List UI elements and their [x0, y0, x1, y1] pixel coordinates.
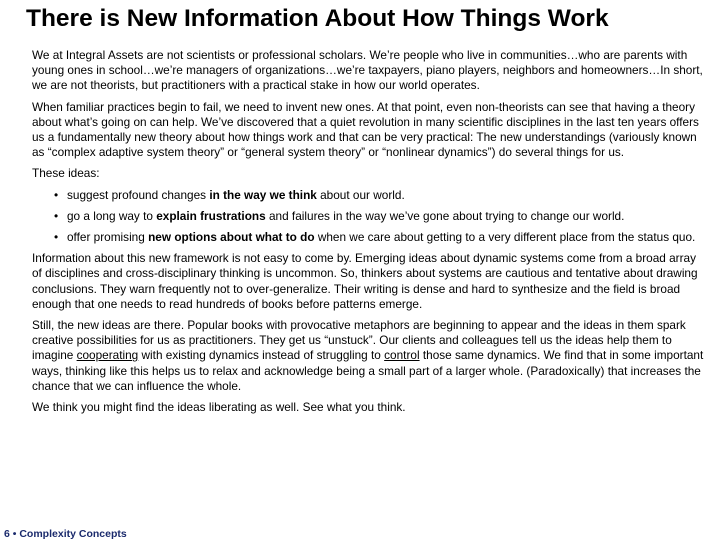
intro-paragraph: We at Integral Assets are not scientists or professional scholars. We’re people who live in communities…who are parents with young ones in school…we’re managers of organizations…we’re taxpayers, piano players, neighbors and homeowners…In short, we are not theorists, but practitioners with a practical stake in how our world operates.: [32, 48, 703, 93]
emphasis-text: explain frustrations: [156, 208, 266, 223]
page-footer: 6 • Complexity Concepts: [4, 528, 127, 540]
list-item: • suggest profound changes in the way we think about our world.: [54, 187, 405, 202]
bullet-icon: •: [54, 187, 59, 202]
emphasis-text: in the way we think: [209, 187, 317, 202]
bullet-icon: •: [54, 208, 59, 223]
ideas-lead-in: These ideas:: [32, 166, 100, 181]
framework-paragraph: Information about this new framework is not easy to come by. Emerging ideas about dynamic systems come from a broad array of disciplines and cross-disciplinary thinking is uncommon. So, thinkers about systems are cautious and tentative about drawing conclusions. They warn frequently not to over-generalize. Their writing is dense and hard to synthesize and the field is broad enough that one needs to read hundreds of books before patterns emerge.: [32, 251, 698, 311]
emphasis-text: new options about what to do: [148, 230, 315, 245]
theory-paragraph: When familiar practices begin to fail, we need to invent new ones. At that point, even non-theorists can see that having a theory about what’s going on can help. We’ve discovered that a quiet revolution in many scientific disciplines in the last ten years offers us a fundamentally new theory about how things work and that can be very practical: The new understandings (variously known as “complex adaptive system theory” or “general system theory” or “nonlinear dynamics”) do several things for us.: [32, 99, 699, 160]
underlined-text: control: [384, 348, 420, 363]
list-item: • go a long way to explain frustrations and failures in the way we’ve gone about trying to change our world.: [54, 208, 625, 223]
body-content: [32, 48, 706, 421]
closing-paragraph: We think you might find the ideas liberating as well. See what you think.: [32, 400, 406, 415]
underlined-text: cooperating: [76, 348, 139, 363]
new-ideas-paragraph: Still, the new ideas are there. Popular books with provocative metaphors are beginning to appear and the ideas in them spark creative possibilities for us as practitioners. They get us “unstuck”. Our clients and colleagues tell us the ideas help them to imagine cooperating with existing dynamics instead of struggling to control those same dynamics. We find that in some important ways, thinking like this helps us to relax and acknowledge being a small part of a larger whole. (Paradoxically) that increases the chance that we can influence the whole.: [32, 318, 704, 393]
ideas-list: [32, 188, 706, 246]
list-item: • offer promising new options about what to do when we care about getting to a very different place from the status quo.: [54, 230, 696, 245]
page-title: There is New Information About How Things Work: [26, 5, 609, 32]
bullet-icon: •: [54, 230, 59, 245]
